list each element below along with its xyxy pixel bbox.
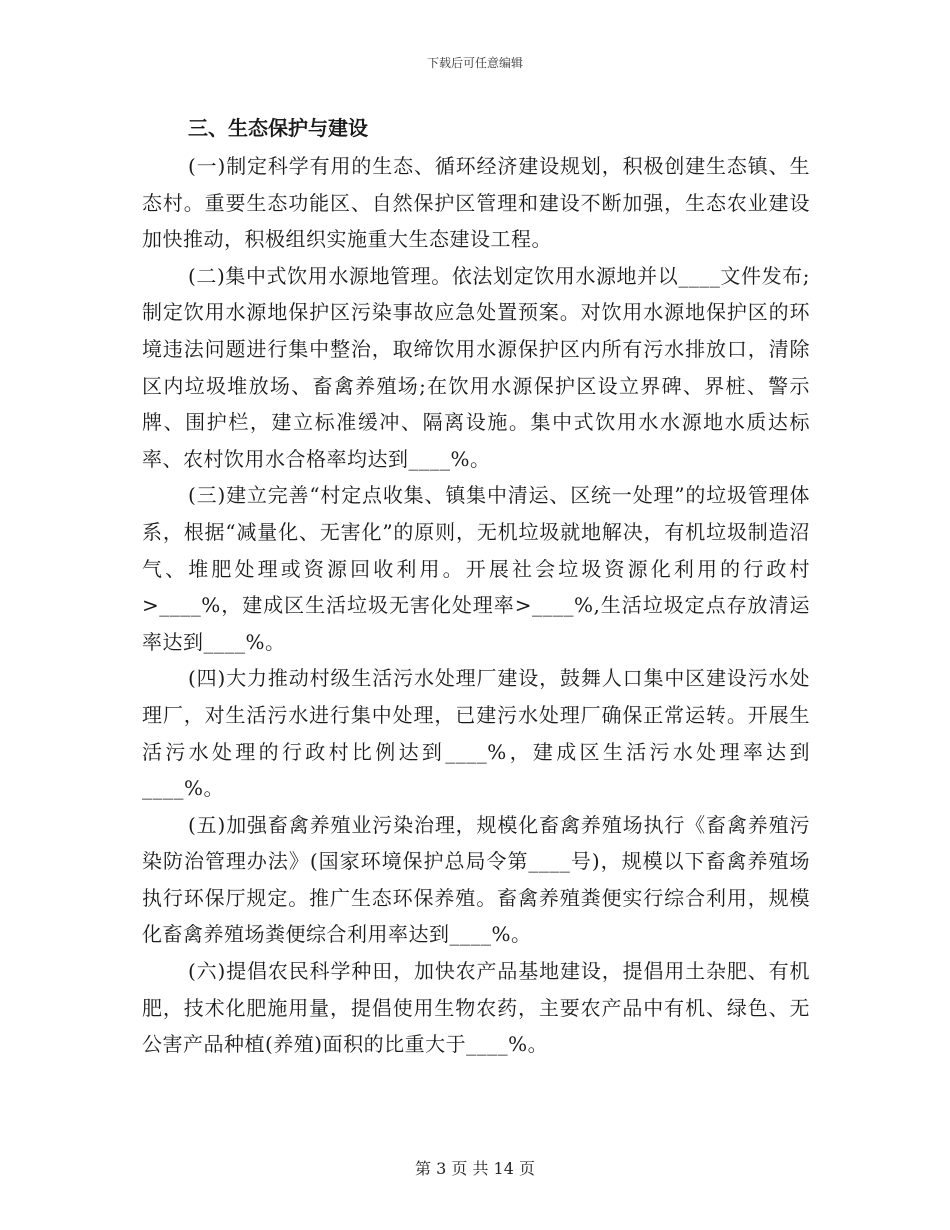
- paragraph-5: (五)加强畜禽养殖业污染治理，规模化畜禽养殖场执行《畜禽养殖污染防治管理办法》(国家环境保护总局令第____号)，规模以下畜禽养殖场执行环保厅规定。推广生态环保养殖。畜禽养殖粪便实行综合利用，规模化畜禽养殖场粪便综合利用率达到____%。: [142, 812, 810, 947]
- header-note: 下载后可任意编辑: [426, 56, 523, 70]
- section-title: 三、生态保护与建设: [188, 116, 368, 140]
- paragraph-6: (六)提倡农民科学种田，加快农产品基地建设，提倡用土杂肥、有机肥，技术化肥施用量，提倡使用生物农药，主要农产品中有机、绿色、无公害产品种植(养殖)面积的比重大于____%。: [142, 959, 810, 1057]
- page-number-footer: 第 3 页 共 14 页: [415, 1159, 535, 1178]
- paragraph-3: (三)建立完善“村定点收集、镇集中清运、区统一处理”的垃圾管理体系，根据“减量化、无害化”的原则，无机垃圾就地解决，有机垃圾制造沼气、堆肥处理或资源回收利用。开展社会垃圾资源化利用的行政村>____%，建成区生活垃圾无害化处理率>____%,生活垃圾定点存放清运率达到____%。: [142, 483, 810, 654]
- paragraph-2: (二)集中式饮用水源地管理。依法划定饮用水源地并以____文件发布;制定饮用水源地保护区污染事故应急处置预案。对饮用水源地保护区的环境违法问题进行集中整治，取缔饮用水源保护区内所有污水排放口，清除区内垃圾堆放场、畜禽养殖场;在饮用水源保护区设立界碑、界桩、警示牌、围护栏，建立标准缓冲、隔离设施。集中式饮用水水源地水质达标率、农村饮用水合格率均达到____%。: [142, 263, 810, 471]
- paragraph-1: (一)制定科学有用的生态、循环经济建设规划，积极创建生态镇、生态村。重要生态功能区、自然保护区管理和建设不断加强，生态农业建设加快推动，积极组织实施重大生态建设工程。: [142, 154, 810, 252]
- document-body: [142, 112, 810, 1063]
- paragraph-4: (四)大力推动村级生活污水处理厂建设，鼓舞人口集中区建设污水处理厂，对生活污水进行集中处理，已建污水处理厂确保正常运转。开展生活污水处理的行政村比例达到____%，建成区生活污水处理率达到____%。: [142, 666, 810, 801]
